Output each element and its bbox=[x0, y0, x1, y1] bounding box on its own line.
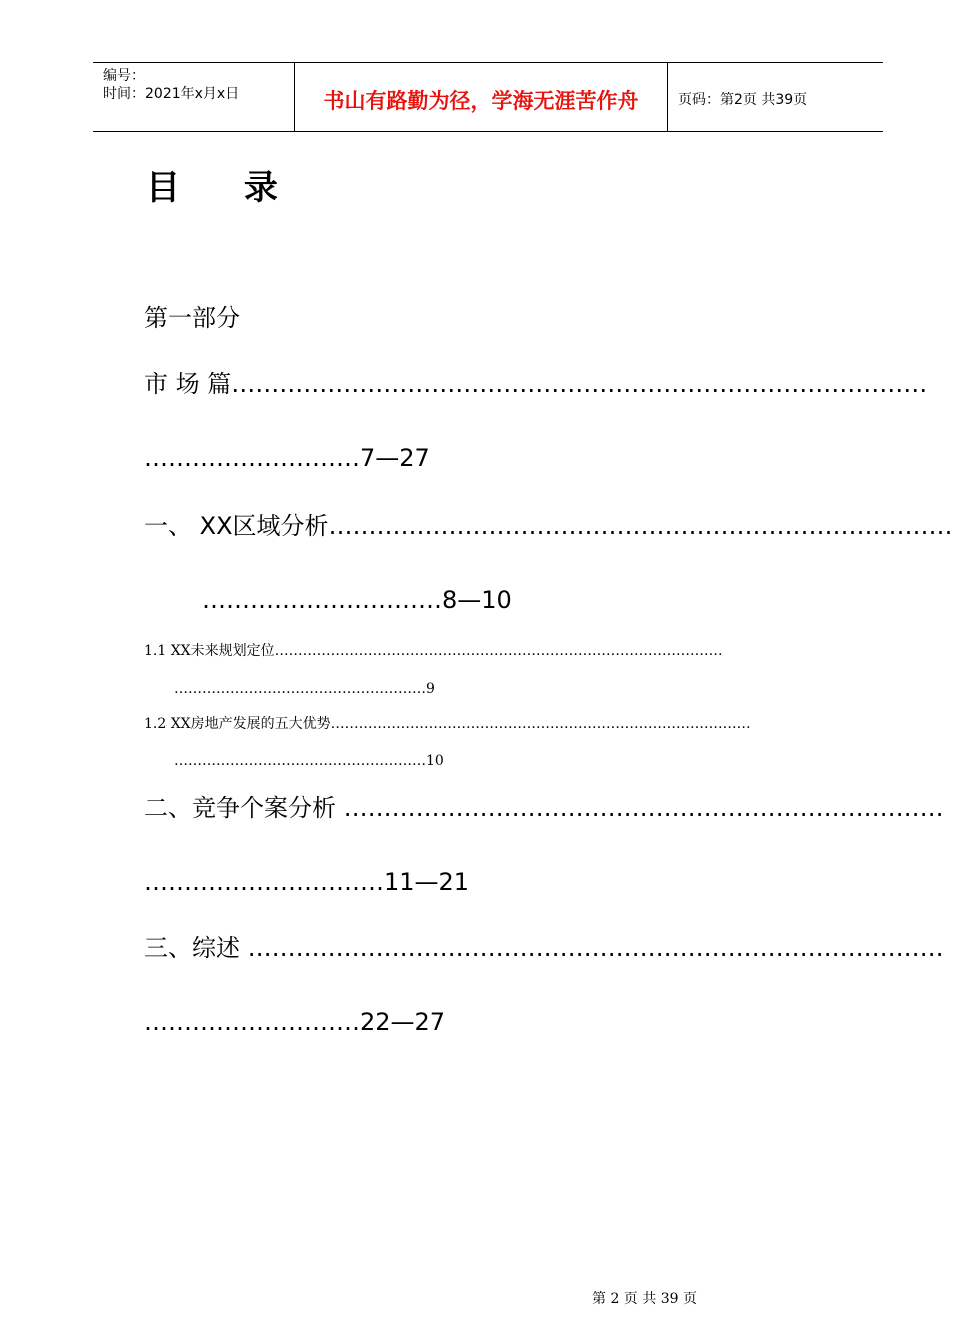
motto: 书山有路勤为径，学海无涯苦作舟 bbox=[323, 89, 639, 113]
header-motto-cell bbox=[295, 63, 668, 131]
toc-entry-competition[interactable]: 二、竞争个案分析 ………………………………………………………………… bbox=[144, 794, 944, 822]
toc-entry-market-page[interactable]: ………………………7—27 bbox=[144, 444, 430, 472]
toc-entry-summary-page[interactable]: ………………………22—27 bbox=[144, 1008, 446, 1036]
toc-part-label: 第一部分 bbox=[144, 304, 240, 332]
header-meta-cell bbox=[93, 63, 295, 131]
time-label: 时间：2021年x月x日 bbox=[103, 86, 240, 102]
toc-entry-1-1-page[interactable]: ………………………………………………9 bbox=[174, 681, 435, 697]
code-label: 编号： bbox=[103, 68, 145, 84]
toc-entry-region-page[interactable]: …………………………8—10 bbox=[202, 586, 512, 614]
toc-entry-region[interactable]: 一、 XX区域分析…………………………………………………………………… bbox=[144, 512, 953, 540]
toc-entry-1-1[interactable]: 1.1 XX未来规划定位…………………………………………………………………………………… bbox=[144, 643, 723, 659]
page-header bbox=[93, 62, 883, 132]
page-footer: 第 2 页 共 39 页 bbox=[592, 1291, 697, 1307]
toc-entry-1-2[interactable]: 1.2 XX房地产发展的五大优势……………………………………………………………………………… bbox=[144, 716, 751, 732]
toc-entry-summary[interactable]: 三、综述 …………………………………………………………………………… bbox=[144, 934, 944, 962]
toc-entry-market[interactable]: 市 场 篇…………………………………………………………………………… bbox=[144, 370, 928, 398]
toc-entry-1-2-page[interactable]: ………………………………………………10 bbox=[174, 753, 444, 769]
page-info: 页码：第2页 共39页 bbox=[678, 92, 808, 108]
toc-entry-competition-page[interactable]: …………………………11—21 bbox=[144, 868, 470, 896]
header-page-cell bbox=[668, 63, 883, 131]
toc-title: 目 录 bbox=[146, 168, 304, 208]
